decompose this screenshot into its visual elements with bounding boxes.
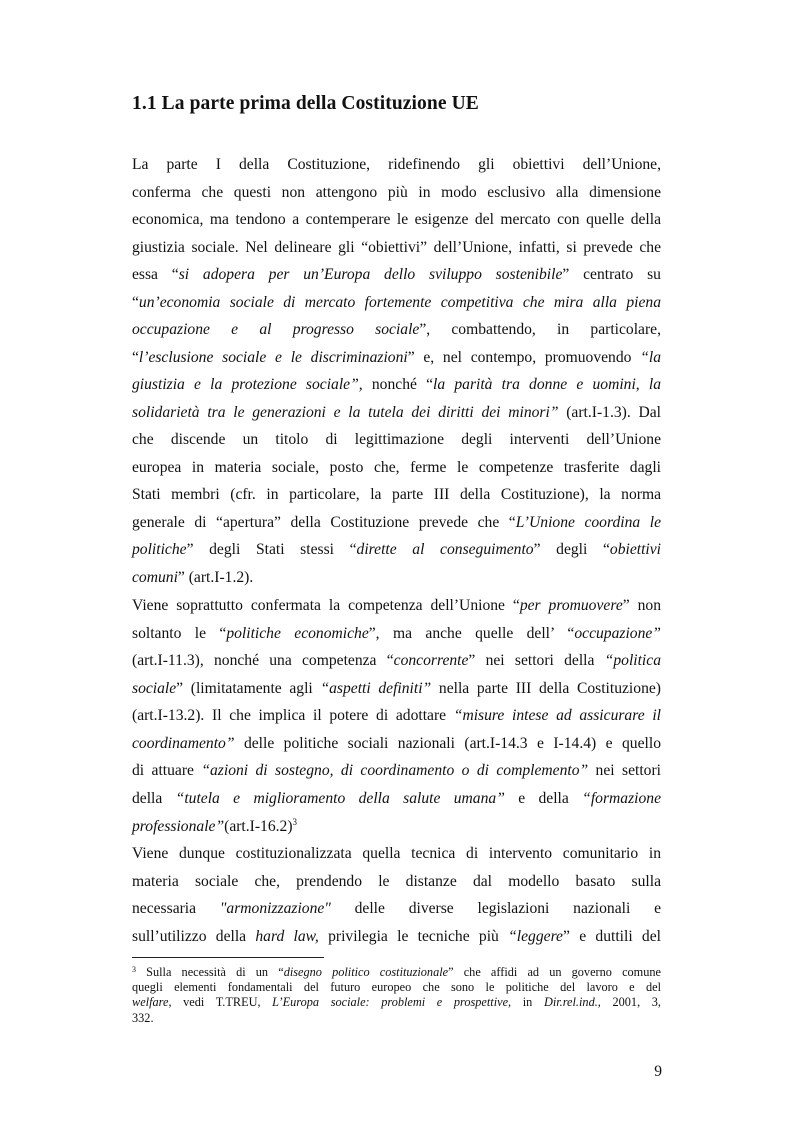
footnote-divider: [132, 957, 324, 958]
body-line: (art.I-11.3), nonché una competenza “concorrente” nei settori della “politica: [132, 652, 661, 669]
body-line: essa “si adopera per un’Europa dello sviluppo sostenibile” centrato su: [132, 266, 661, 283]
footnote-reference: 3: [292, 817, 298, 827]
body-line: sociale” (limitatamente agli “aspetti definiti” nella parte III della Costituzione): [132, 680, 661, 697]
body-line: della “tutela e miglioramento della salute umana” e della “formazione: [132, 790, 661, 807]
body-line: di attuare “azioni di sostegno, di coordinamento o di complemento” nei settori: [132, 762, 661, 779]
section-heading: 1.1 La parte prima della Costituzione UE: [132, 93, 479, 114]
body-line: conferma che questi non attengono più in modo esclusivo alla dimensione: [132, 184, 661, 201]
footnote-line: 332.: [132, 1011, 154, 1025]
body-line: soltanto le “politiche economiche”, ma anche quelle dell’ “occupazione”: [132, 625, 661, 642]
body-line: coordinamento” delle politiche sociali nazionali (art.I-14.3 e I-14.4) e quello: [132, 735, 661, 752]
body-line: politiche” degli Stati stessi “dirette al conseguimento” degli “obiettivi: [132, 541, 662, 558]
footnote-line: $^3$ Sulla necessità di un “disegno politico costituzionale” che affidi ad un governo comune: [132, 965, 661, 979]
body-line: solidarietà tra le generazioni e la tutela dei diritti dei minori” (art.I-1.3). Dal: [132, 404, 661, 421]
body-line: sull’utilizzo della hard law, privilegia le tecniche più “leggere” e duttili del: [132, 928, 661, 945]
body-line: Viene dunque costituzionalizzata quella tecnica di intervento comunitario in: [132, 845, 661, 862]
body-line: economica, ma tendono a contemperare le esigenze del mercato con quelle della: [132, 211, 661, 228]
body-line: materia sociale che, prendendo le distanze dal modello basato sulla: [132, 873, 661, 890]
body-line: Stati membri (cfr. in particolare, la parte III della Costituzione), la norma: [132, 486, 661, 503]
body-line: comuni” (art.I-1.2).: [132, 569, 254, 586]
body-line: giustizia e la protezione sociale”, nonché “la parità tra donne e uomini, la: [132, 376, 662, 393]
body-line: che discende un titolo di legittimazione degli interventi dell’Unione: [132, 431, 661, 448]
footnote-line: welfare, vedi T.TREU, L’Europa sociale: problemi e prospettive, in Dir.rel.ind., 2001, 3,: [132, 995, 661, 1009]
body-line: europea in materia sociale, posto che, ferme le competenze trasferite dagli: [132, 459, 661, 476]
body-line: Viene soprattutto confermata la competenza dell’Unione “per promuovere” non: [132, 597, 661, 614]
body-line: (art.I-13.2). Il che implica il potere di adottare “misure intese ad assicurare il: [132, 707, 661, 724]
body-line: “l’esclusione sociale e le discriminazioni” e, nel contempo, promuovendo “la: [132, 349, 661, 366]
page-number: 9: [654, 1063, 662, 1080]
body-line: occupazione e al progresso sociale”, combattendo, in particolare,: [132, 321, 661, 338]
body-line: necessaria "armonizzazione" delle diverse legislazioni nazionali e: [132, 900, 661, 917]
body-line: $professionale”(art.I-16.2)^3$: [132, 817, 298, 835]
footnote-line: quegli elementi fondamentali del futuro europeo che sono le politiche del lavoro e del: [132, 980, 661, 994]
body-line: giustizia sociale. Nel delineare gli “obiettivi” dell’Unione, infatti, si prevede che: [132, 239, 661, 256]
footnote-number: 3: [132, 965, 136, 974]
body-line: “un’economia sociale di mercato fortemente competitiva che mira alla piena: [132, 294, 661, 311]
body-line: generale di “apertura” della Costituzione prevede che “L’Unione coordina le: [132, 514, 661, 531]
body-line: La parte I della Costituzione, ridefinendo gli obiettivi dell’Unione,: [132, 156, 661, 173]
